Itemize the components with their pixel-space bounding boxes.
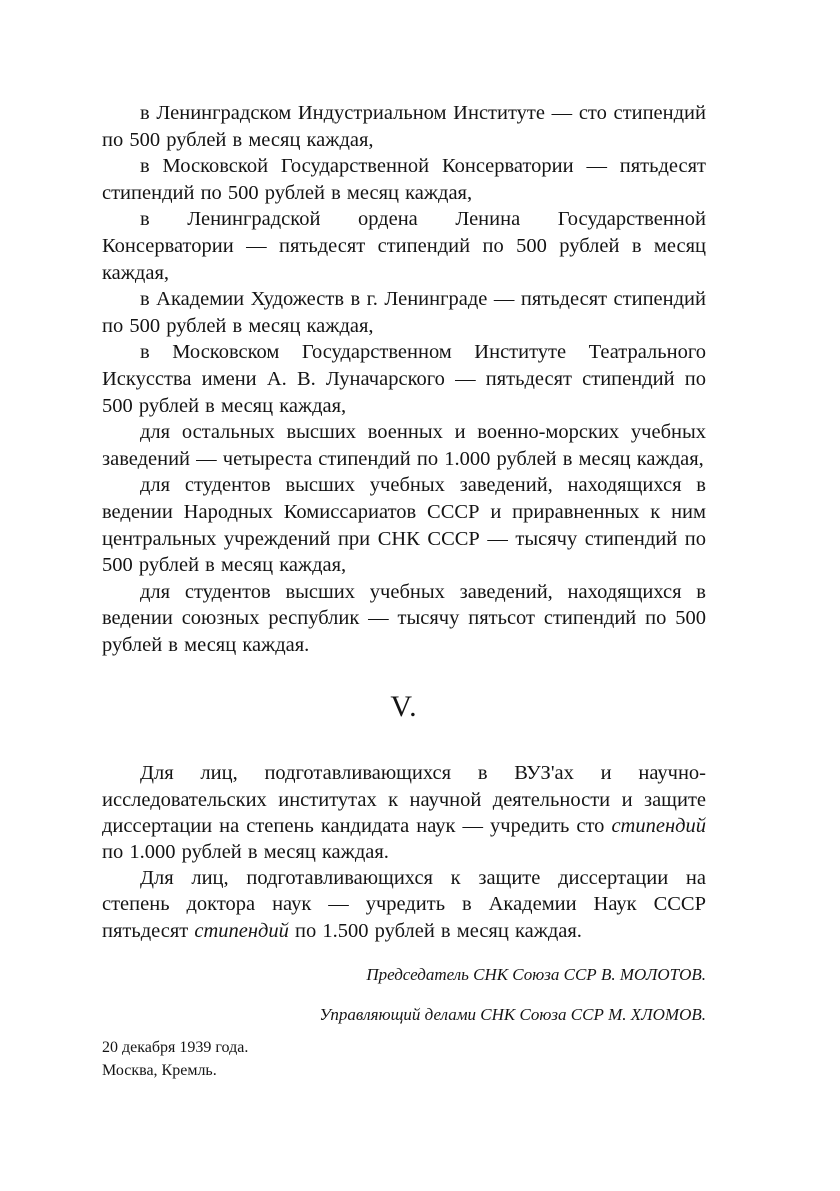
list-item: в Московском Государственном Институте Театрального Искусства имени А. В. Луначарского — пятьдесят стипендий по 500 рублей в месяц каждая,: [102, 341, 706, 417]
document-place: Москва, Кремль.: [102, 1061, 217, 1079]
list-item: для студентов высших учебных заведений, находящихся в ведении союзных республик — тысячу пятьсот стипендий по 500 рублей в месяц каждая.: [102, 580, 706, 656]
manager-signature: Управляющий делами СНК Союза ССР М. ХЛОМОВ.: [319, 1004, 706, 1024]
document-page: [102, 100, 706, 1082]
list-item: в Московской Государственной Консерватории — пятьдесят стипендий по 500 рублей в месяц каждая,: [102, 155, 706, 204]
paragraph-text: Для лиц, подготавливающихся к защите диссертации на степень доктора наук — учредить в Академии Наук СССР пятьдесят: [102, 867, 706, 942]
paragraph-text: по 1.500 рублей в месяц каждая.: [288, 919, 582, 942]
section-v-paragraph: [102, 865, 706, 944]
emphasis-text: стипендий: [611, 814, 706, 837]
paragraph-text: по 1.000 рублей в месяц каждая.: [102, 841, 389, 864]
list-item: в Академии Художеств в г. Ленинграде — пятьдесят стипендий по 500 рублей в месяц каждая,: [102, 288, 706, 337]
list-item: для студентов высших учебных заведений, находящихся в ведении Народных Комиссариатов СССР и приравненных к ним центральных учреждений при СНК СССР — тысячу стипендий по 500 рублей в месяц каждая,: [102, 474, 706, 577]
list-item: в Ленинградской ордена Ленина Государственной Консерватории — пятьдесят стипендий по 500 рублей в месяц каждая,: [102, 208, 706, 284]
list-item: в Ленинградском Индустриальном Институте — сто стипендий по 500 рублей в месяц каждая,: [102, 102, 706, 151]
section-v-body: [102, 760, 706, 943]
section-v-paragraph: [102, 760, 706, 865]
list-item: для остальных высших военных и военно-морских учебных заведений — четыреста стипендий по 1.000 рублей в месяц каждая,: [102, 421, 706, 470]
signature-block: [102, 964, 706, 1026]
chairman-signature: Председатель СНК Союза ССР В. МОЛОТОВ.: [366, 964, 706, 984]
paragraph-text: Для лиц, подготавливающихся в ВУЗ'ах и научно-исследовательских институтах к научной деятельности и защите диссертации на степень кандидата наук — учредить сто: [102, 762, 706, 837]
section-iv-scholarship-list: [102, 100, 706, 658]
emphasis-text: стипендий: [194, 919, 289, 942]
date-place-block: [102, 1036, 706, 1082]
section-v-heading: V.: [390, 690, 418, 724]
document-date: 20 декабря 1939 года.: [102, 1038, 249, 1056]
